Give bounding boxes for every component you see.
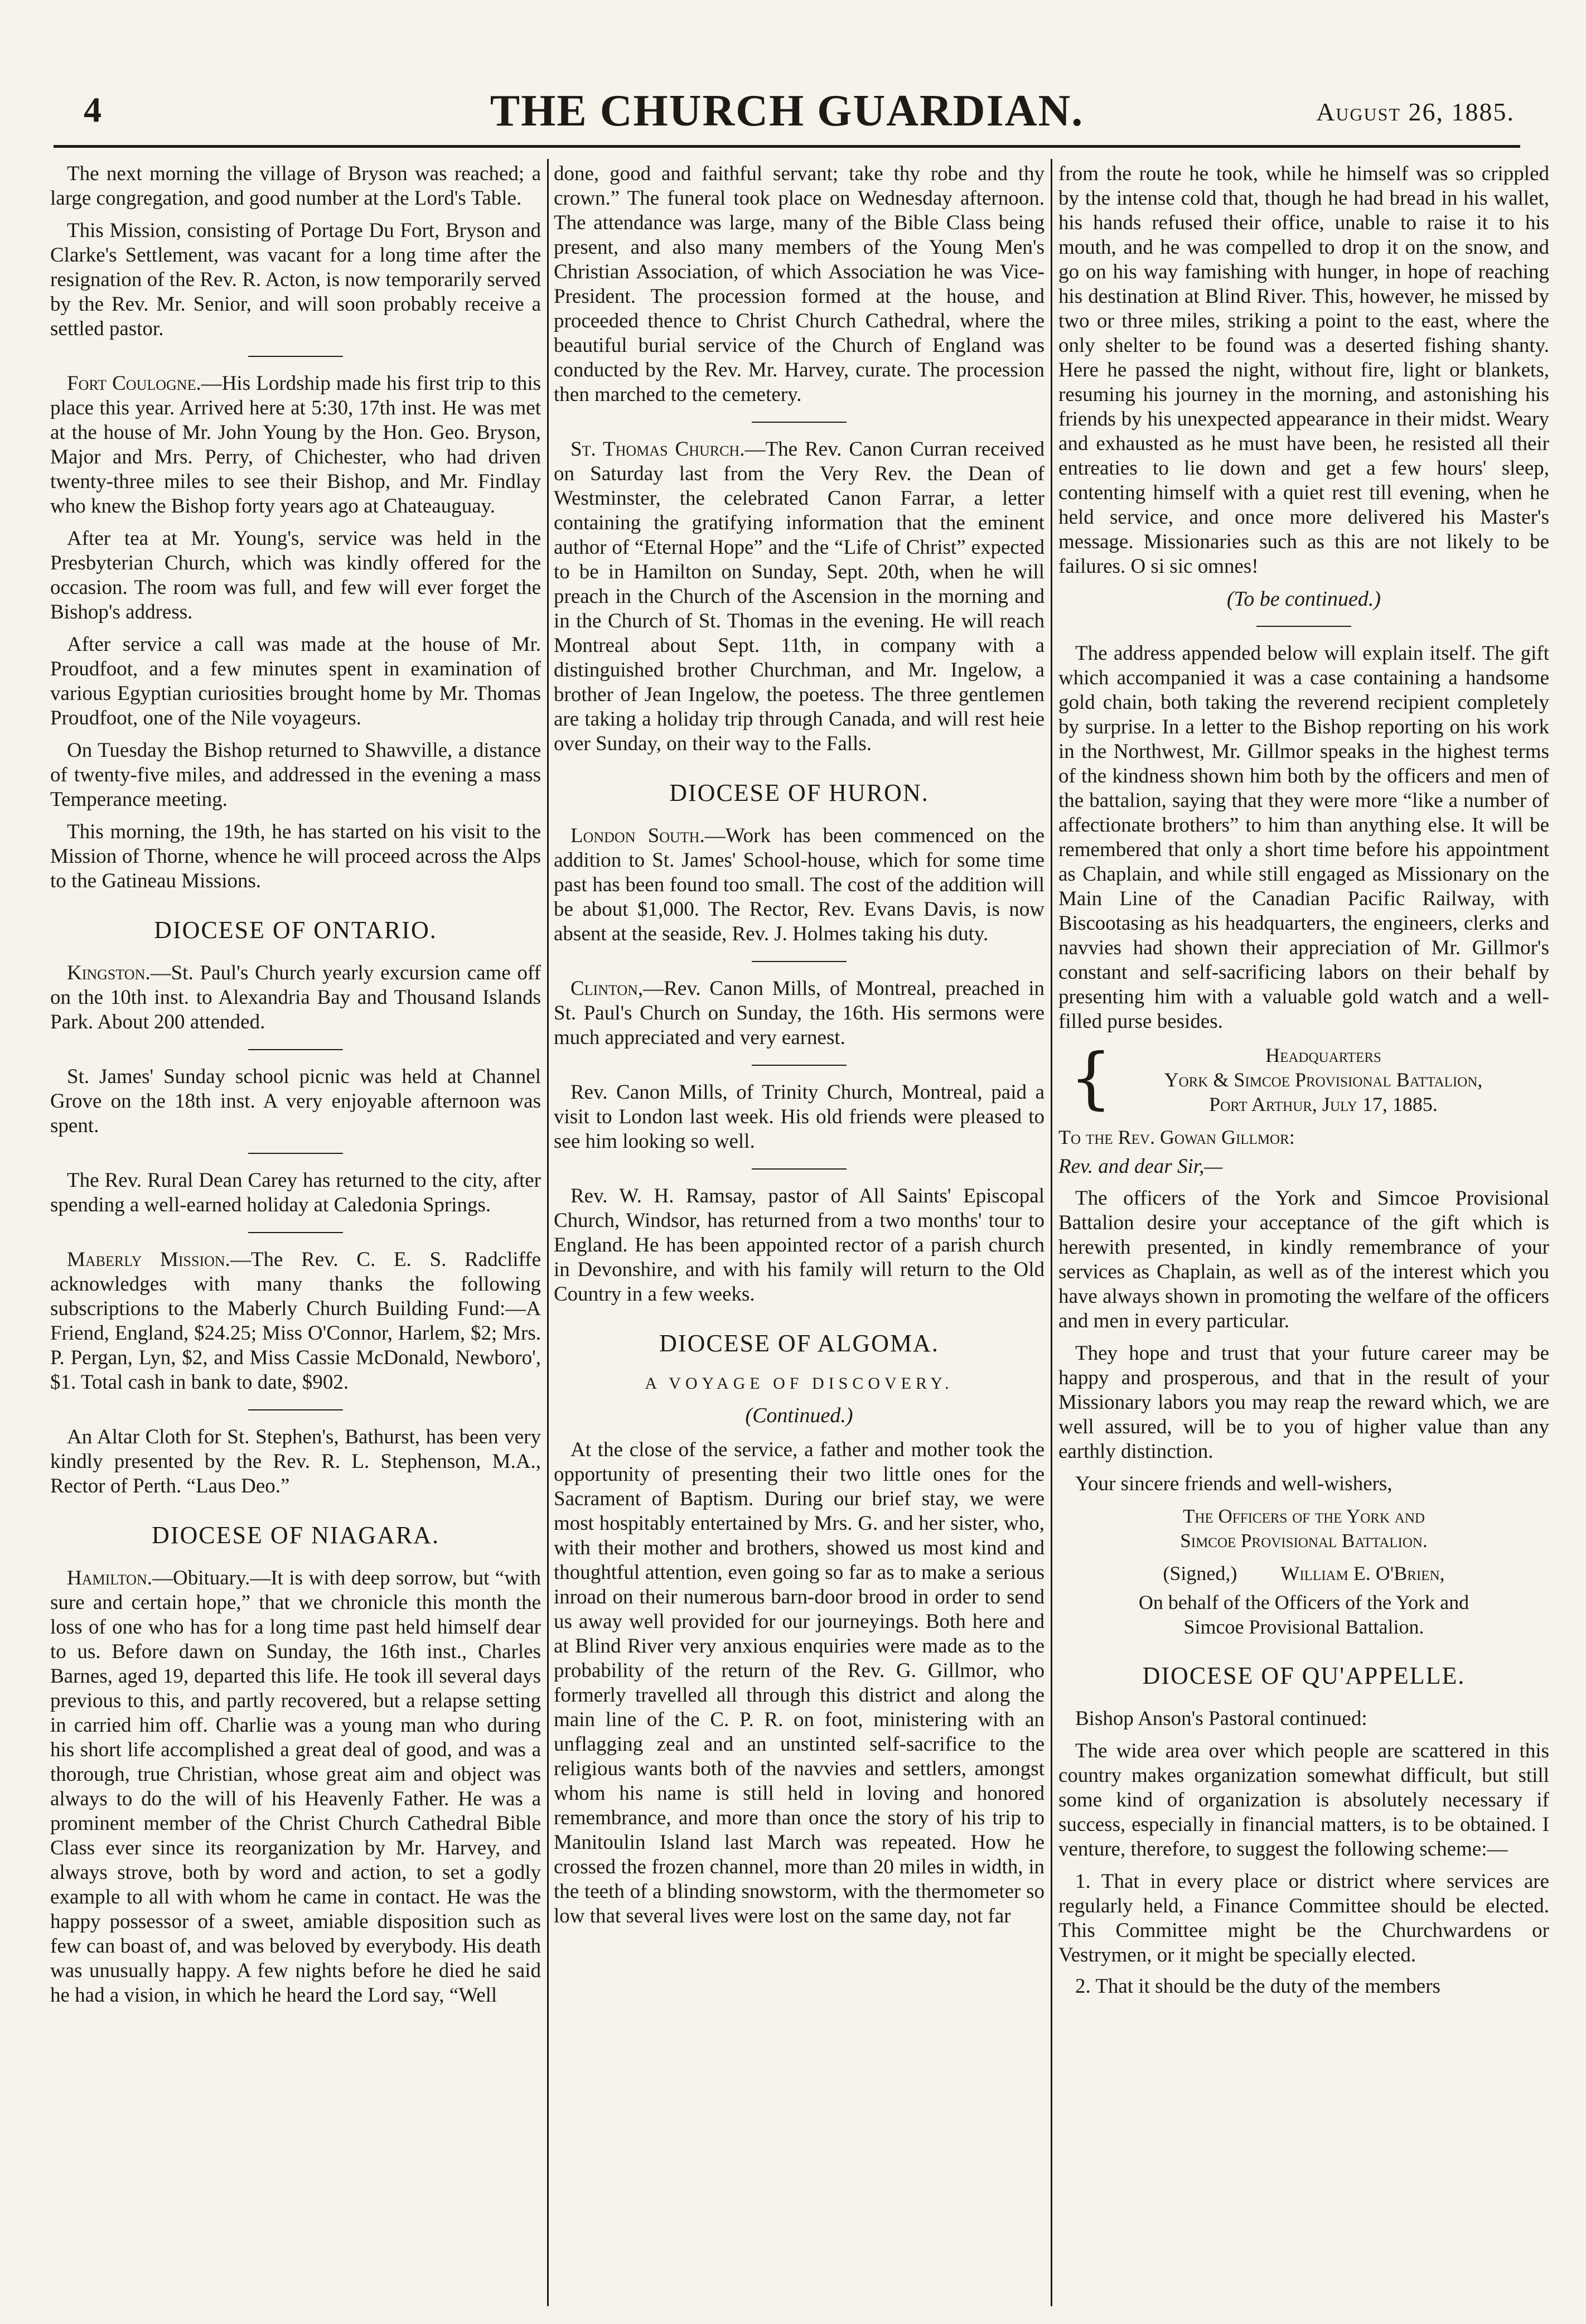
continued-note: (To be continued.) — [1226, 587, 1381, 611]
dateline: Kingston. — [67, 962, 151, 984]
scheme-item: 2. That it should be the duty of the members — [1075, 1975, 1440, 1998]
behalf-block — [1058, 1590, 1549, 1639]
letter-heading-line: Headquarters — [1265, 1044, 1381, 1066]
article-paragraph: The Rev. Rural Dean Carey has returned to the city, after spending a well-earned holiday at Caledonia Springs. — [50, 1169, 541, 1216]
signature-block — [1058, 1504, 1549, 1553]
dateline: London South. — [570, 824, 705, 847]
article-paragraph: An Altar Cloth for St. Stephen's, Bathurst, has been very kindly presented by the Rev. R. L. Stephenson, M.A., Rector of Perth. “Laus Deo.” — [50, 1426, 541, 1497]
article-paragraph: Bishop Anson's Pastoral continued: — [1075, 1707, 1367, 1730]
column-3 — [1058, 162, 1549, 2303]
separator-rule — [752, 1168, 847, 1170]
article-paragraph: This Mission, consisting of Portage Du Fort, Bryson and Clarke's Settlement, was vacant for a long time after the resignation of the Rev. R. Acton, is now temporarily served by the Rev. Mr. Senior, and will soon probably receive a settled pastor. — [50, 219, 541, 340]
article-paragraph: This morning, the 19th, he has started on his visit to the Mission of Thorne, whence he will proceed across the Alps to the Gatineau Missions. — [50, 820, 541, 892]
letter-addressee: To the Rev. Gowan Gillmor: — [1058, 1126, 1295, 1148]
section-heading: DIOCESE OF QU'APPELLE. — [1142, 1662, 1466, 1689]
article-paragraph: After tea at Mr. Young's, service was held in the Presbyterian Church, which was kindly offered for the occasion. The room was full, and few will ever forget the Bishop's address. — [50, 527, 541, 624]
signed-label: (Signed,) — [1163, 1562, 1237, 1584]
section-heading: DIOCESE OF ONTARIO. — [154, 916, 437, 944]
paragraph-text: —Obituary.—It is with deep sorrow, but “with sure and certain hope,” that we chronicle this month the loss of one who has for a long time past held himself dear to us. Before dawn on Sunday, the 16th inst., Charles Barnes, aged 19, departed this life. He took ill several days previous to this, and partly recovered, but a relapse setting in carried him off. Charlie was a young man who during his short life accomplished a great deal of good, and was a thorough, true Christian, whose great aim and object was always to do the will of his Heavenly Father. He was a prominent member of the Christ Church Cathedral Bible Class ever since its reorganization by Mr. Harvey, and always strove, both by word and action, to set a godly example to all with whom he came in contact. He was the happy possessor of a sweet, amiable disposition such as few can boast of, and was beloved by everybody. His death was unusually happy. A few nights before he died he said he had a vision, in which he heard the Lord say, “Well — [50, 1567, 541, 2007]
issue-date: August 26, 1885. — [1316, 98, 1515, 126]
paragraph-text: —Rev. Canon Mills, of Montreal, preached in St. Paul's Church on Sunday, the 16th. His sermons were much appreciated and very earnest. — [554, 977, 1045, 1049]
article-paragraph: The address appended below will explain itself. The gift which accompanied it was a case containing a handsome gold chain, both taking the reverend recipient completely by surprise. In a letter to the Bishop reporting on his work in the Northwest, Mr. Gillmor speaks in the highest terms of the kindness shown him both by the officers and men of the battalion, saying that they were more “like a number of affectionate brothers” to him than anything else. It will be remembered that only a short time before his appointment as Chaplain, and while still engaged as Missionary on the Main Line of the Canadian Pacific Railway, with Biscootasing as his headquarters, the engineers, clerks and navvies had shown their appreciation of Mr. Gillmor's constant and self-sacrificing labors on their behalf by presenting him with a valuable gold watch and a well-filled purse besides. — [1058, 642, 1549, 1033]
behalf-line: On behalf of the Officers of the York and — [1138, 1591, 1469, 1613]
article-paragraph: done, good and faithful servant; take thy robe and thy crown.” The funeral took place on Wednesday afternoon. The attendance was large, many of the Bible Class being present, and also many members of the Young Men's Christian Association, of which Association he was Vice-President. The procession formed at the house, and proceeded thence to Christ Church Cathedral, where the beautiful burial service of the Church of England was conducted by the Rev. Mr. Harvey, curate. The procession then marched to the cemetery. — [554, 162, 1045, 406]
column-2 — [554, 162, 1045, 2303]
scheme-item: 1. That in every place or district where services are regularly held, a Finance Committee should be elected. This Committee might be the Churchwardens or Vestrymen, or it might be specially elected. — [1058, 1870, 1549, 1967]
column-divider — [547, 159, 549, 2306]
dateline: Maberly Mission. — [67, 1248, 230, 1271]
article-paragraph — [554, 824, 1045, 946]
continued-note: (Continued.) — [745, 1404, 853, 1427]
paragraph-text: —The Rev. C. E. S. Radcliffe acknowledges with many thanks the following subscriptions to the Maberly Church Building Fund:—A Friend, England, $24.25; Miss O'Connor, Harlem, $2; Mrs. P. Pergan, Lyn, $2, and Miss Cassie McDonald, Newboro', $1. Total cash in bank to date, $902. — [50, 1248, 541, 1394]
letter-salutation: Rev. and dear Sir,— — [1058, 1155, 1223, 1178]
article-paragraph: from the route he took, while he himself was so crippled by the intense cold that, though he had bread in his wallet, his hands refused their office, unable to raise it to his mouth, and he was compelled to drop it on the snow, and go on his way famishing with hunger, in hope of reaching his destination at Blind River. This, however, he missed by two or three miles, striking a point to the east, where the only shelter to be found was a deserted fishing shanty. Here he passed the night, without fire, light or blankets, resuming his journey in the morning, and astonishing his friends by his unexpected appearance in their midst. Weary and exhausted as he must have been, he resisted all their entreaties to lie down and get a few hours' sleep, contenting himself with a quiet rest till evening, when he held service, and once more delivered his Master's message. Missionaries such as this are not likely to be failures. O si sic omnes! — [1058, 162, 1549, 578]
behalf-line: Simcoe Provisional Battalion. — [1183, 1616, 1424, 1638]
separator-rule — [1256, 626, 1351, 627]
letter-heading — [1058, 1040, 1549, 1117]
separator-rule — [752, 1065, 847, 1066]
paragraph-text: —His Lordship made his first trip to this place this year. Arrived here at 5:30, 17th inst. He was met at the house of Mr. John Young by the Hon. Geo. Bryson, Major and Mrs. Perry, of Chichester, who had driven twenty-three miles to see their Bishop, and Mr. Findlay who knew the Bishop forty years ago at Chateauguay. — [50, 372, 541, 518]
separator-rule — [752, 961, 847, 962]
dateline: Hamilton. — [67, 1567, 152, 1589]
brace-glyph: { — [1070, 1040, 1113, 1117]
page-number: 4 — [84, 90, 101, 129]
article-paragraph: The officers of the York and Simcoe Provisional Battalion desire your acceptance of the gift which is herewith presented, in kindly remembrance of your services as Chaplain, as well as of the interest which you have always shown in promoting the welfare of the officers and men in every particular. — [1058, 1187, 1549, 1332]
signed-line — [1058, 1561, 1549, 1586]
separator-rule — [248, 1153, 343, 1154]
article-paragraph — [50, 371, 541, 519]
separator-rule — [248, 1409, 343, 1410]
column-1 — [50, 162, 541, 2303]
article-paragraph: Rev. Canon Mills, of Trinity Church, Montreal, paid a visit to London last week. His old friends were pleased to see him looking so well. — [554, 1081, 1045, 1153]
signature-line: The Officers of the York and — [1183, 1505, 1425, 1527]
article-subheading: A VOYAGE OF DISCOVERY. — [645, 1374, 954, 1393]
article-paragraph: Your sincere friends and well-wishers, — [1075, 1472, 1392, 1495]
section-heading: DIOCESE OF ALGOMA. — [659, 1330, 939, 1357]
letter-heading-line: Port Arthur, July 17, 1885. — [1209, 1093, 1438, 1115]
dateline: Fort Coulogne. — [67, 372, 201, 395]
article-paragraph — [554, 437, 1045, 756]
paragraph-text: —St. Paul's Church yearly excursion came off on the 10th inst. to Alexandria Bay and Thousand Islands Park. About 200 attended. — [50, 962, 541, 1033]
article-paragraph — [50, 1248, 541, 1395]
article-paragraph — [50, 961, 541, 1035]
dateline: Clinton, — [570, 977, 644, 1000]
newspaper-title: THE CHURCH GUARDIAN. — [490, 86, 1084, 136]
signatory-name: William E. O'Brien, — [1280, 1562, 1445, 1584]
paragraph-text: —Work has been commenced on the addition to St. James' School-house, which for some time past has been found too small. The cost of the addition will be about $1,000. The Rector, Rev. Evans Davis, is now absent at the seaside, Rev. J. Holmes taking his duty. — [554, 824, 1045, 945]
separator-rule — [752, 422, 847, 423]
article-paragraph — [50, 1566, 541, 2008]
separator-rule — [248, 356, 343, 357]
article-paragraph: On Tuesday the Bishop returned to Shawville, a distance of twenty-five miles, and addressed in the evening a mass Temperance meeting. — [50, 739, 541, 811]
article-paragraph: The next morning the village of Bryson was reached; a large congregation, and good number at the Lord's Table. — [50, 162, 541, 210]
signature-line: Simcoe Provisional Battalion. — [1180, 1530, 1428, 1552]
masthead-rule — [54, 145, 1520, 148]
separator-rule — [248, 1049, 343, 1050]
article-paragraph: Rev. W. H. Ramsay, pastor of All Saints' Episcopal Church, Windsor, has returned from a two months' tour to England. He has been appointed rector of a parish church in Devonshire, and with his family will return to the Old Country in a few weeks. — [554, 1185, 1045, 1306]
masthead — [54, 84, 1520, 145]
article-paragraph — [554, 977, 1045, 1050]
section-heading: DIOCESE OF NIAGARA. — [152, 1521, 439, 1549]
section-heading: DIOCESE OF HURON. — [669, 779, 929, 806]
article-paragraph: At the close of the service, a father and mother took the opportunity of presenting their two little ones for the Sacrament of Baptism. During our brief stay, we were most hospitably entertained by Mrs. G. and her sister, who, with their mother and brothers, showed us most kind and thoughtful attention, even going so far as to make a serious inroad on their numerous barn-door brood in order to send us away well provided for our journeyings. Both here and at Blind River very anxious enquiries were made as to the probability of the return of the Rev. G. Gillmor, who formerly travelled all through this district and along the main line of the C. P. R. on foot, ministering with an unflagging zeal and an unstinted self-sacrifice to the religious wants both of the navvies and settlers, amongst whom his name is still held in loving and honored remembrance, and more than once the story of his trip to Manitoulin Island last March was repeated. How he crossed the frozen channel, more than 20 miles in width, in the teeth of a blinding snowstorm, with the thermometer so low that several lives were lost on the same day, not far — [554, 1438, 1045, 1927]
dateline: St. Thomas Church. — [570, 438, 745, 461]
article-paragraph: St. James' Sunday school picnic was held at Channel Grove on the 18th inst. A very enjoyable afternoon was spent. — [50, 1065, 541, 1137]
column-divider — [1051, 159, 1052, 2306]
separator-rule — [248, 1232, 343, 1233]
article-paragraph: The wide area over which people are scattered in this country makes organization somewhat difficult, but still some kind of organization is absolutely necessary if success, especially in financial matters, is to be obtained. I venture, therefore, to suggest the following scheme:— — [1058, 1740, 1549, 1861]
paragraph-text: —The Rev. Canon Curran received on Saturday last from the Very Rev. the Dean of Westminster, the celebrated Canon Farrar, a letter containing the gratifying information that the eminent author of “Eternal Hope” and the “Life of Christ” expected to be in Hamilton on Sunday, Sept. 20th, when he will preach in the Church of the Ascension in the morning and in the Church of St. Thomas in the evening. He will reach Montreal about Sept. 11th, in company with a distinguished brother Churchman, and Mr. Ingelow, a brother of Jean Ingelow, the poetess. The three gentlemen are taking a holiday trip through Canada, and will rest heie over Sunday, on their way to the Falls. — [554, 438, 1045, 755]
article-paragraph: After service a call was made at the house of Mr. Proudfoot, and a few minutes spent in examination of various Egyptian curiosities brought home by Mr. Thomas Proudfoot, one of the Nile voyageurs. — [50, 633, 541, 729]
article-paragraph: They hope and trust that your future career may be happy and prosperous, and that in the result of your Missionary labors you may reap the reward which, we are well assured, will be to you of higher value than any earthly distinction. — [1058, 1342, 1549, 1463]
letter-heading-line: York & Simcoe Provisional Battalion, — [1164, 1069, 1483, 1091]
